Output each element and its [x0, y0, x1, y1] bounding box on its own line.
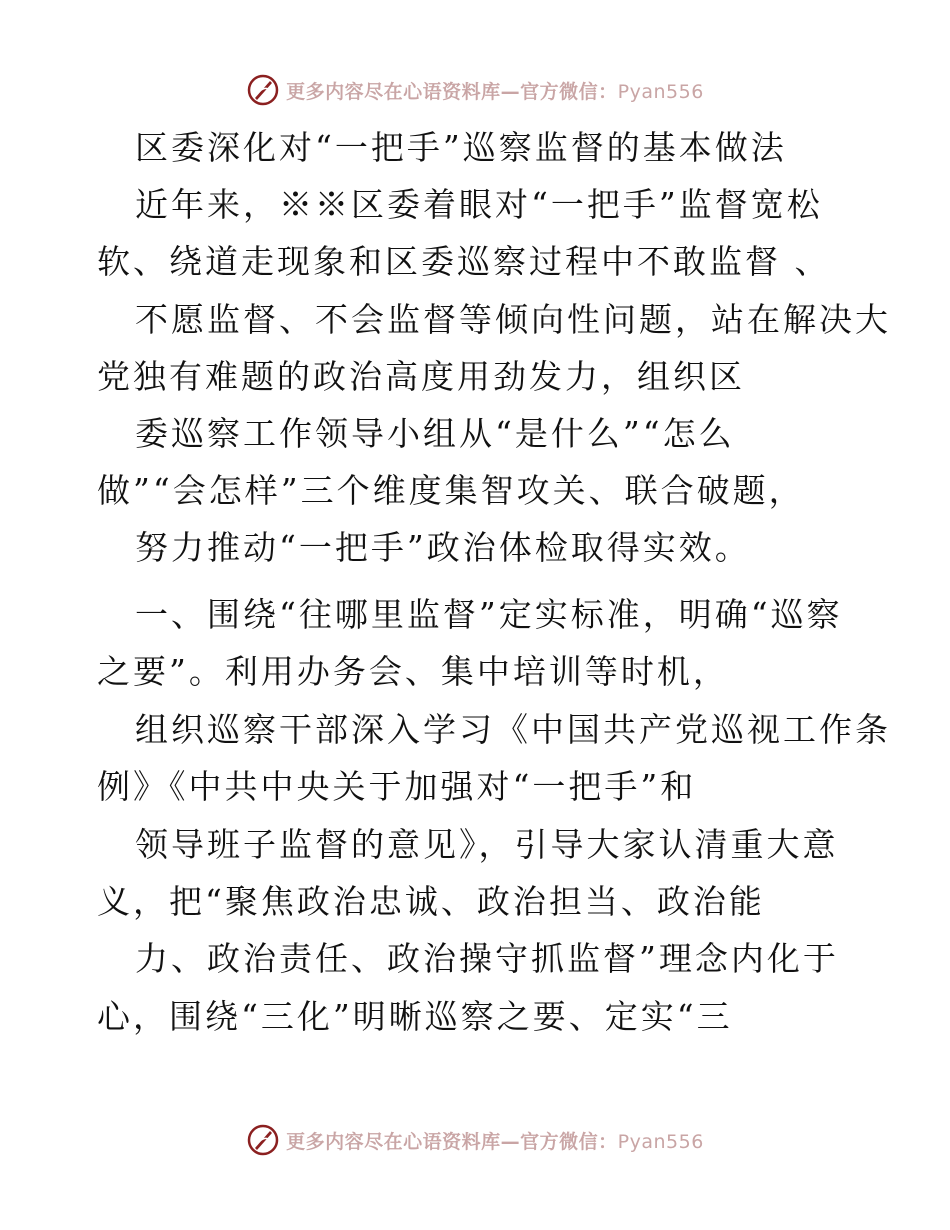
document-line: 软、绕道走现象和区委巡察过程中不敢监督 、 [97, 242, 831, 281]
watermark-text: 更多内容尽在心语资料库—官方微信：Pyan556 [286, 80, 704, 103]
quill-logo-icon [246, 1123, 280, 1157]
document-line: 义，把“聚焦政治忠诚、政治担当、政治能 [97, 882, 765, 921]
watermark-text: 更多内容尽在心语资料库—官方微信：Pyan556 [286, 1130, 704, 1153]
document-line: 心，围绕“三化”明晰巡察之要、定实“三 [97, 997, 733, 1036]
document-line: 党独有难题的政治高度用劲发力，组织区 [97, 357, 745, 396]
document-line: 委巡察工作领导小组从“是什么”“怎么 [135, 414, 735, 453]
watermark-banner-bottom [0, 1120, 950, 1160]
document-line: 做”“会怎样”三个维度集智攻关、联合破题， [97, 471, 805, 510]
document-line: 努力推动“一把手”政治体检取得实效。 [135, 528, 751, 567]
document-line: 不愿监督、不会监督等倾向性问题，站在解决大 [135, 300, 891, 339]
document-line: 力、政治责任、政治操守抓监督”理念内化于 [135, 939, 839, 978]
quill-logo-icon [246, 73, 280, 107]
document-line: 一、围绕“往哪里监督”定实标准，明确“巡察 [135, 595, 843, 634]
document-line: 例》《中共中央关于加强对“一把手”和 [97, 767, 697, 806]
document-line: 组织巡察干部深入学习《中国共产党巡视工作条 [135, 710, 891, 749]
document-line: 领导班子监督的意见》，引导大家认清重大意 [135, 825, 839, 864]
watermark-banner-top [0, 70, 950, 110]
document-title: 区委深化对“一把手”巡察监督的基本做法 [135, 128, 787, 167]
document-line: 近年来，※※区委着眼对“一把手”监督宽松 [135, 185, 823, 224]
document-line: 之要”。利用办务会、集中培训等时机， [97, 652, 729, 691]
